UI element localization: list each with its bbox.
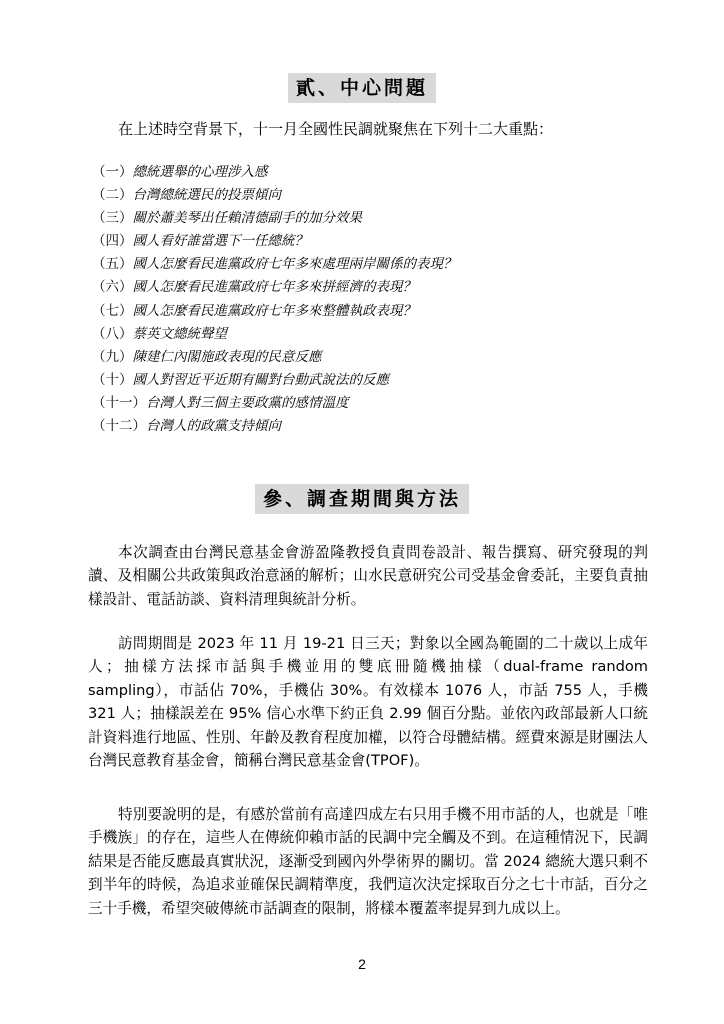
list-item: （二）台灣總統選民的投票傾向 (92, 187, 281, 204)
list-item: （十一）台灣人對三個主要政黨的感情溫度 (92, 394, 349, 411)
methodology-paragraph-3: 特別要說明的是，有感於當前有高達四成左右只用手機不用市話的人，也就是「唯手機族」的存在，這些人在傳統仰賴市話的民調中完全觸及不到。在這種情況下，民調結果是否能反應最真實狀況，逐漸受到國內外學術界的關切。當 2024 總統大選只剩不到半年的時候，為追求並確保民調精準度，我們這次決定採取百分之七十市話，百分之三十手機，希望突破傳統市話調查的限制，將樣本覆蓋率提昇到九成以上。 (88, 806, 648, 917)
page-number: 2 (358, 956, 366, 972)
key-points-list (92, 161, 457, 438)
list-item: （九）陳建仁內閣施政表現的民意反應 (92, 348, 322, 365)
section-2-heading: 貳、中心問題 (288, 73, 436, 103)
list-item: （四）國人看好誰當選下一任總統？ (92, 233, 308, 250)
list-item: （六）國人怎麼看民進黨政府七年多來拼經濟的表現？ (92, 279, 416, 296)
section-3-heading-wrap (0, 484, 724, 514)
list-item: （十二）台灣人的政黨支持傾向 (92, 418, 281, 435)
list-item: （三）關於蕭美琴出任賴清德副手的加分效果 (92, 210, 362, 227)
methodology-paragraph-1: 本次調查由台灣民意基金會游盈隆教授負責問卷設計、報告撰寫、研究發現的判讀、及相關公共政策與政治意涵的解析；山水民意研究公司受基金會委託，主要負責抽樣設計、電話訪談、資料清理與統計分析。 (88, 544, 648, 608)
section-2-heading-wrap (0, 73, 724, 103)
list-item: （一）總統選舉的心理涉入感 (92, 164, 268, 180)
section-2-intro: 在上述時空背景下，十一月全國性民調就聚焦在下列十二大重點： (118, 120, 554, 138)
methodology-paragraph-2: 訪問期間是 2023 年 11 月 19-21 日三天；對象以全國為範圍的二十歲以上成年人；抽樣方法採市話與手機並用的雙底冊隨機抽樣（dual-frame random sampling），市話佔 70%，手機佔 30%。有效樣本 1076 人，市話 755 人，手機 321 人；抽樣誤差在 95% 信心水準下約正負 2.99 個百分點。並依內政部最新人口統計資料進行地區、性別、年齡及教育程度加權，以符合母體結構。經費來源是財團法人台灣民意教育基金會，簡稱台灣民意基金會(TPOF)。 (88, 635, 648, 770)
list-item: （五）國人怎麼看民進黨政府七年多來處理兩岸關係的表現？ (92, 256, 457, 273)
list-item: （十）國人對習近平近期有關對台動武說法的反應 (92, 371, 389, 388)
list-item: （七）國人怎麼看民進黨政府七年多來整體執政表現？ (92, 302, 416, 319)
section-3-heading: 參、調查期間與方法 (255, 484, 469, 514)
list-item: （八）蔡英文總統聲望 (92, 325, 227, 342)
